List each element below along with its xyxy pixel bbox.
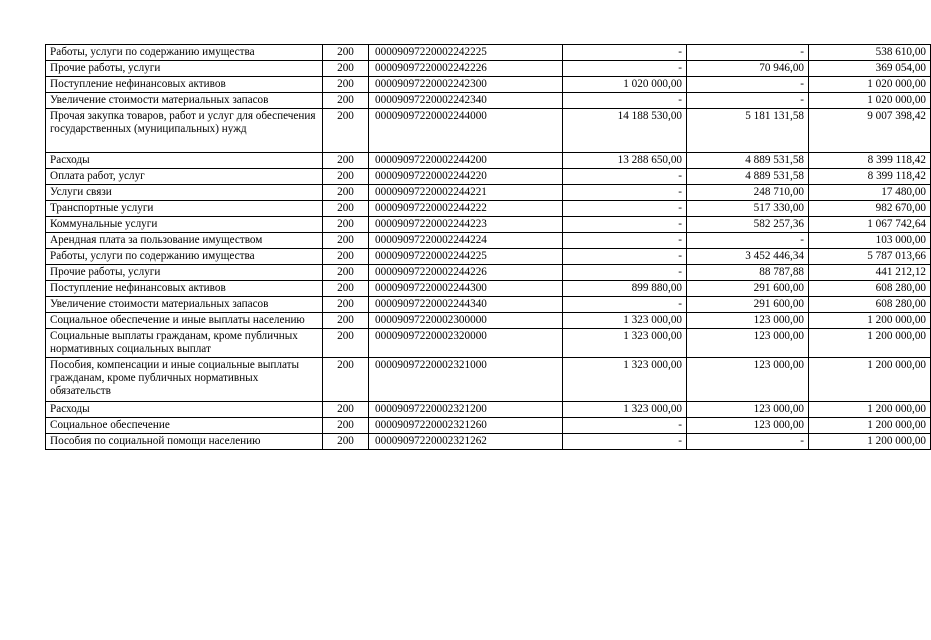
row-name-cell: Транспортные услуги (46, 201, 323, 217)
table-row (46, 249, 931, 265)
unexecuted-amount-cell: 982 670,00 (809, 201, 931, 217)
approved-amount-cell: - (563, 169, 687, 185)
row-kbk-cell: 00009097220002244226 (369, 265, 563, 281)
unexecuted-amount-cell: 1 200 000,00 (809, 434, 931, 450)
budget-execution-table (45, 44, 931, 450)
unexecuted-amount-cell: 8 399 118,42 (809, 169, 931, 185)
row-kbk-cell: 00009097220002300000 (369, 313, 563, 329)
executed-amount-cell: 123 000,00 (687, 313, 809, 329)
executed-amount-cell: - (687, 45, 809, 61)
row-name-cell: Расходы (46, 153, 323, 169)
row-kbk-cell: 00009097220002244222 (369, 201, 563, 217)
row-kbk-cell: 00009097220002244000 (369, 109, 563, 153)
row-code-cell: 200 (323, 201, 369, 217)
unexecuted-amount-cell: 1 200 000,00 (809, 418, 931, 434)
row-code-cell: 200 (323, 249, 369, 265)
executed-amount-cell: 291 600,00 (687, 297, 809, 313)
executed-amount-cell: 248 710,00 (687, 185, 809, 201)
approved-amount-cell: - (563, 185, 687, 201)
executed-amount-cell: 291 600,00 (687, 281, 809, 297)
executed-amount-cell: 123 000,00 (687, 358, 809, 402)
unexecuted-amount-cell: 1 020 000,00 (809, 93, 931, 109)
row-code-cell: 200 (323, 358, 369, 402)
approved-amount-cell: - (563, 61, 687, 77)
table-row (46, 297, 931, 313)
row-code-cell: 200 (323, 45, 369, 61)
executed-amount-cell: 4 889 531,58 (687, 169, 809, 185)
approved-amount-cell: - (563, 233, 687, 249)
row-code-cell: 200 (323, 93, 369, 109)
table-row (46, 233, 931, 249)
row-name-cell: Работы, услуги по содержанию имущества (46, 249, 323, 265)
row-name-cell: Прочая закупка товаров, работ и услуг для обеспечения государственных (муниципальных) нужд (46, 109, 323, 153)
row-kbk-cell: 00009097220002244225 (369, 249, 563, 265)
row-kbk-cell: 00009097220002242225 (369, 45, 563, 61)
row-name-cell: Оплата работ, услуг (46, 169, 323, 185)
row-kbk-cell: 00009097220002244223 (369, 217, 563, 233)
unexecuted-amount-cell: 103 000,00 (809, 233, 931, 249)
row-code-cell: 200 (323, 265, 369, 281)
row-name-cell: Социальное обеспечение (46, 418, 323, 434)
table-row (46, 153, 931, 169)
table-row (46, 201, 931, 217)
row-name-cell: Социальное обеспечение и иные выплаты населению (46, 313, 323, 329)
approved-amount-cell: 1 323 000,00 (563, 358, 687, 402)
row-name-cell: Прочие работы, услуги (46, 265, 323, 281)
row-name-cell: Расходы (46, 402, 323, 418)
approved-amount-cell: - (563, 45, 687, 61)
row-code-cell: 200 (323, 329, 369, 358)
table-row (46, 281, 931, 297)
approved-amount-cell: - (563, 93, 687, 109)
row-kbk-cell: 00009097220002242300 (369, 77, 563, 93)
row-name-cell: Коммунальные услуги (46, 217, 323, 233)
approved-amount-cell: 1 323 000,00 (563, 313, 687, 329)
row-code-cell: 200 (323, 313, 369, 329)
row-kbk-cell: 00009097220002244340 (369, 297, 563, 313)
row-name-cell: Увеличение стоимости материальных запасов (46, 297, 323, 313)
row-name-cell: Работы, услуги по содержанию имущества (46, 45, 323, 61)
table-row (46, 329, 931, 358)
unexecuted-amount-cell: 1 200 000,00 (809, 402, 931, 418)
unexecuted-amount-cell: 608 280,00 (809, 297, 931, 313)
row-code-cell: 200 (323, 297, 369, 313)
approved-amount-cell: - (563, 217, 687, 233)
row-name-cell: Услуги связи (46, 185, 323, 201)
row-kbk-cell: 00009097220002320000 (369, 329, 563, 358)
row-kbk-cell: 00009097220002244200 (369, 153, 563, 169)
executed-amount-cell: 123 000,00 (687, 329, 809, 358)
row-kbk-cell: 00009097220002321000 (369, 358, 563, 402)
row-kbk-cell: 00009097220002244221 (369, 185, 563, 201)
executed-amount-cell: 123 000,00 (687, 418, 809, 434)
row-name-cell: Пособия по социальной помощи населению (46, 434, 323, 450)
row-code-cell: 200 (323, 169, 369, 185)
unexecuted-amount-cell: 9 007 398,42 (809, 109, 931, 153)
table-row (46, 185, 931, 201)
row-name-cell: Социальные выплаты гражданам, кроме публичных нормативных социальных выплат (46, 329, 323, 358)
table-body (46, 45, 931, 450)
table-row (46, 418, 931, 434)
row-code-cell: 200 (323, 77, 369, 93)
executed-amount-cell: 5 181 131,58 (687, 109, 809, 153)
unexecuted-amount-cell: 5 787 013,66 (809, 249, 931, 265)
unexecuted-amount-cell: 608 280,00 (809, 281, 931, 297)
approved-amount-cell: - (563, 265, 687, 281)
row-kbk-cell: 00009097220002244300 (369, 281, 563, 297)
row-name-cell: Поступление нефинансовых активов (46, 281, 323, 297)
table-row (46, 61, 931, 77)
row-code-cell: 200 (323, 233, 369, 249)
row-code-cell: 200 (323, 109, 369, 153)
approved-amount-cell: 1 020 000,00 (563, 77, 687, 93)
row-code-cell: 200 (323, 434, 369, 450)
row-name-cell: Пособия, компенсации и иные социальные выплаты гражданам, кроме публичных нормативных обязательств (46, 358, 323, 402)
approved-amount-cell: 13 288 650,00 (563, 153, 687, 169)
table-row (46, 402, 931, 418)
executed-amount-cell: 4 889 531,58 (687, 153, 809, 169)
row-kbk-cell: 00009097220002242226 (369, 61, 563, 77)
executed-amount-cell: - (687, 434, 809, 450)
executed-amount-cell: - (687, 233, 809, 249)
executed-amount-cell: 3 452 446,34 (687, 249, 809, 265)
table-row (46, 358, 931, 402)
unexecuted-amount-cell: 8 399 118,42 (809, 153, 931, 169)
table-row (46, 109, 931, 153)
unexecuted-amount-cell: 1 020 000,00 (809, 77, 931, 93)
unexecuted-amount-cell: 1 200 000,00 (809, 358, 931, 402)
row-kbk-cell: 00009097220002321260 (369, 418, 563, 434)
row-name-cell: Прочие работы, услуги (46, 61, 323, 77)
table-row (46, 45, 931, 61)
executed-amount-cell: 70 946,00 (687, 61, 809, 77)
unexecuted-amount-cell: 1 067 742,64 (809, 217, 931, 233)
row-code-cell: 200 (323, 402, 369, 418)
approved-amount-cell: 14 188 530,00 (563, 109, 687, 153)
table-row (46, 313, 931, 329)
row-name-cell: Поступление нефинансовых активов (46, 77, 323, 93)
row-code-cell: 200 (323, 281, 369, 297)
executed-amount-cell: 88 787,88 (687, 265, 809, 281)
approved-amount-cell: 1 323 000,00 (563, 329, 687, 358)
row-code-cell: 200 (323, 418, 369, 434)
table-row (46, 93, 931, 109)
row-kbk-cell: 00009097220002321200 (369, 402, 563, 418)
unexecuted-amount-cell: 369 054,00 (809, 61, 931, 77)
document-page (45, 44, 926, 450)
table-row (46, 434, 931, 450)
table-row (46, 265, 931, 281)
executed-amount-cell: 123 000,00 (687, 402, 809, 418)
row-code-cell: 200 (323, 185, 369, 201)
row-code-cell: 200 (323, 217, 369, 233)
unexecuted-amount-cell: 538 610,00 (809, 45, 931, 61)
row-code-cell: 200 (323, 61, 369, 77)
approved-amount-cell: - (563, 249, 687, 265)
unexecuted-amount-cell: 441 212,12 (809, 265, 931, 281)
unexecuted-amount-cell: 17 480,00 (809, 185, 931, 201)
unexecuted-amount-cell: 1 200 000,00 (809, 313, 931, 329)
table-row (46, 217, 931, 233)
unexecuted-amount-cell: 1 200 000,00 (809, 329, 931, 358)
table-row (46, 169, 931, 185)
approved-amount-cell: - (563, 418, 687, 434)
row-name-cell: Арендная плата за пользование имуществом (46, 233, 323, 249)
table-row (46, 77, 931, 93)
row-name-cell: Увеличение стоимости материальных запасов (46, 93, 323, 109)
executed-amount-cell: 582 257,36 (687, 217, 809, 233)
executed-amount-cell: - (687, 77, 809, 93)
approved-amount-cell: 1 323 000,00 (563, 402, 687, 418)
executed-amount-cell: - (687, 93, 809, 109)
approved-amount-cell: - (563, 297, 687, 313)
approved-amount-cell: - (563, 201, 687, 217)
approved-amount-cell: - (563, 434, 687, 450)
row-kbk-cell: 00009097220002244220 (369, 169, 563, 185)
row-kbk-cell: 00009097220002242340 (369, 93, 563, 109)
executed-amount-cell: 517 330,00 (687, 201, 809, 217)
row-kbk-cell: 00009097220002321262 (369, 434, 563, 450)
row-code-cell: 200 (323, 153, 369, 169)
approved-amount-cell: 899 880,00 (563, 281, 687, 297)
row-kbk-cell: 00009097220002244224 (369, 233, 563, 249)
